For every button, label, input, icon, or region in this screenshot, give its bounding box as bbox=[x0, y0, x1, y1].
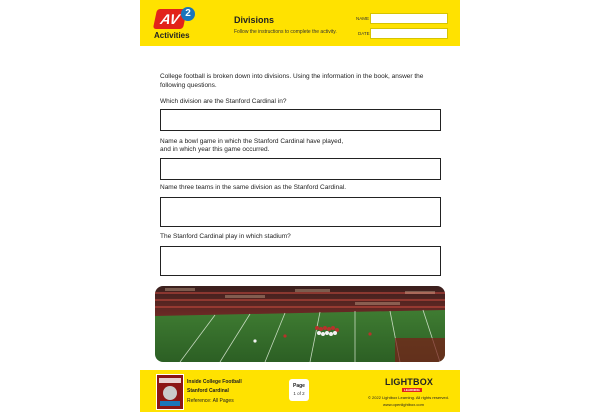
answer-box-3[interactable] bbox=[160, 197, 441, 227]
answer-box-1[interactable] bbox=[160, 109, 441, 131]
worksheet-footer bbox=[140, 370, 460, 412]
answer-box-4[interactable] bbox=[160, 246, 441, 276]
copyright-text: © 2022 Lightbox Learning. All rights reserved. bbox=[368, 395, 449, 400]
stadium-photo bbox=[155, 286, 445, 362]
page-number: 1 of 2 bbox=[293, 391, 305, 396]
lightbox-learning-tag bbox=[402, 388, 422, 392]
page-label: Page bbox=[293, 383, 305, 389]
answer-box-2[interactable] bbox=[160, 158, 441, 180]
name-label: NAME bbox=[356, 16, 370, 21]
page-indicator bbox=[289, 379, 309, 401]
lightbox-tag-text: LEARNING bbox=[404, 388, 420, 392]
lightbox-logo: LIGHTBOX bbox=[385, 377, 434, 387]
av2-logo bbox=[155, 9, 195, 33]
book-reference: Reference: All Pages bbox=[187, 398, 234, 404]
website-link[interactable]: www.openlightbox.com bbox=[383, 402, 424, 407]
page-subtitle: Follow the instructions to complete the activity. bbox=[234, 29, 337, 35]
worksheet-header bbox=[140, 0, 460, 46]
question-2-line-2: and in which year this game occurred. bbox=[160, 146, 270, 153]
date-label: DATE bbox=[358, 31, 370, 36]
book-title: Inside College Football bbox=[187, 379, 242, 385]
question-1: Which division are the Stanford Cardinal in? bbox=[160, 98, 287, 105]
date-field[interactable] bbox=[370, 28, 448, 39]
question-4: The Stanford Cardinal play in which stadium? bbox=[160, 233, 291, 240]
name-field[interactable] bbox=[370, 13, 448, 24]
question-2-line-1: Name a bowl game in which the Stanford Cardinal have played, bbox=[160, 138, 344, 145]
activities-label: Activities bbox=[154, 31, 190, 40]
page-title: Divisions bbox=[234, 15, 275, 25]
book-subtitle: Stanford Cardinal bbox=[187, 388, 229, 394]
worksheet-page bbox=[140, 0, 460, 412]
intro-text: College football is broken down into divisions. Using the information in the book, answer the following questions. bbox=[160, 73, 424, 89]
book-cover-illustration bbox=[157, 375, 183, 409]
av2-logo-superscript: 2 bbox=[181, 7, 195, 21]
book-cover-image bbox=[156, 374, 184, 410]
worksheet-content bbox=[160, 72, 450, 240]
av2-logo-mark: AV bbox=[153, 9, 187, 29]
question-3: Name three teams in the same division as the Stanford Cardinal. bbox=[160, 184, 347, 191]
stadium-photo-illustration bbox=[155, 286, 445, 362]
